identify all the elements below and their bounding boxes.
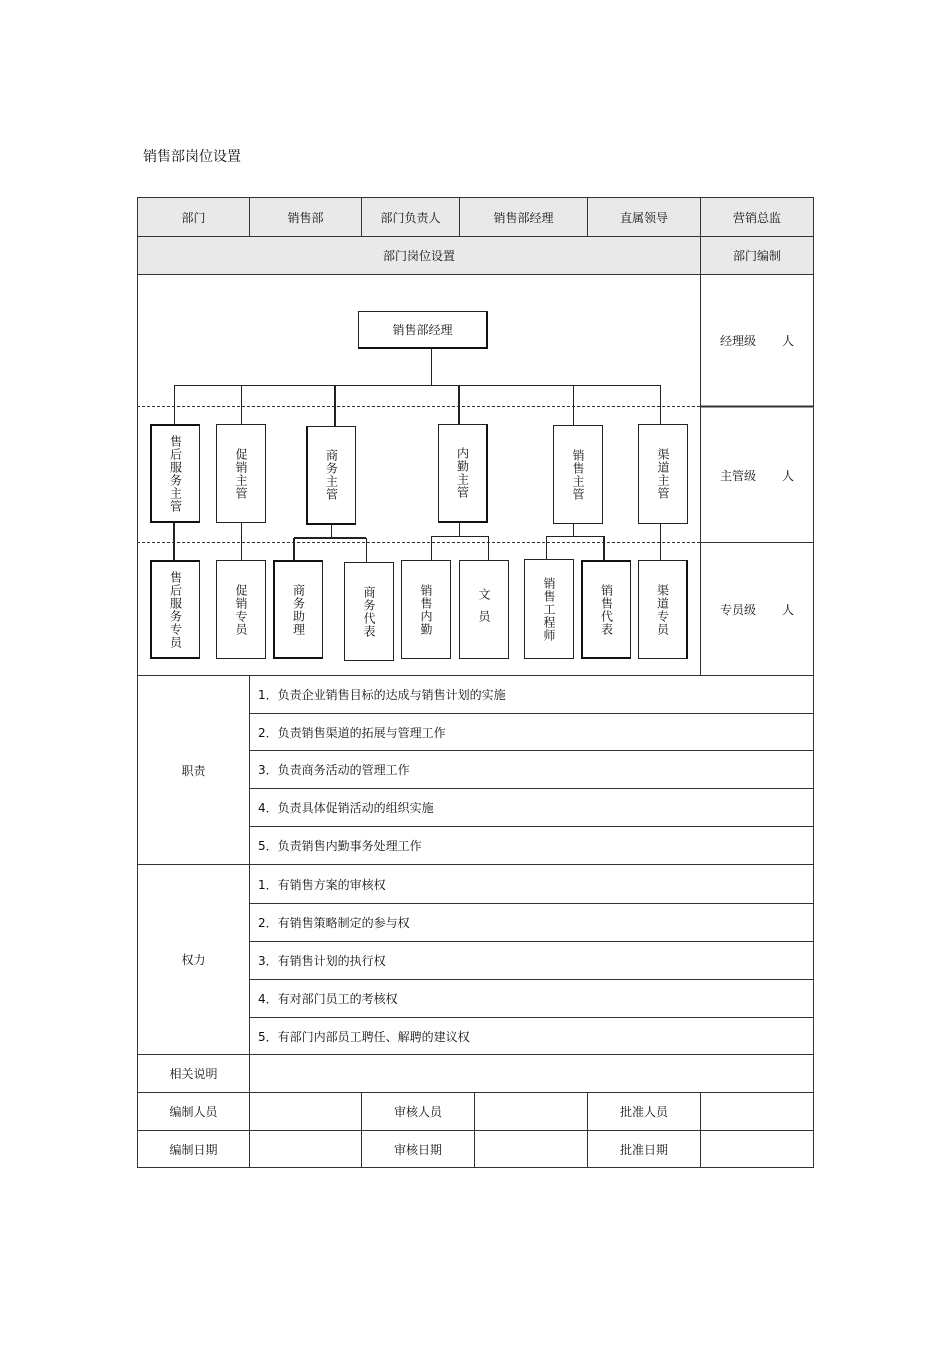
approved-date-label: 批准日期 xyxy=(619,1143,668,1157)
prepared-date-label: 编制日期 xyxy=(169,1143,218,1157)
org-node-aftersales-specialist xyxy=(150,560,200,659)
org-node-business-assistant xyxy=(273,560,323,659)
duty-item: 2．负责销售渠道的拓展与管理工作 xyxy=(258,725,446,740)
org-node-sales-manager: 销售部经理 xyxy=(358,311,488,349)
org-node-label: 商务主管 xyxy=(324,449,339,501)
approved-date-value[interactable] xyxy=(701,1131,813,1168)
org-node-label: 渠道主管 xyxy=(656,448,670,500)
org-node-sales-office xyxy=(401,560,451,659)
org-node-promotion-specialist xyxy=(216,560,266,659)
org-node-label: 促销专员 xyxy=(234,583,248,636)
approved-by-label: 批准人员 xyxy=(619,1105,668,1119)
org-node-label: 销售内勤 xyxy=(419,583,433,636)
org-node-label: 内勤主管 xyxy=(455,447,470,499)
level-specialist-name: 专员级 xyxy=(719,602,756,617)
direct-leader-value: 营销总监 xyxy=(701,198,813,236)
power-item: 2．有销售策略制定的参与权 xyxy=(258,916,410,930)
level-supervisor-name: 主管级 xyxy=(719,468,756,483)
org-node-business-supervisor xyxy=(306,426,356,525)
prepared-by-label: 编制人员 xyxy=(169,1105,218,1119)
duty-item: 5．负责销售内勤事务处理工作 xyxy=(258,839,422,853)
level-specialist-unit: 人 xyxy=(782,602,795,617)
org-node-label: 商务助理 xyxy=(291,583,306,636)
notes-value[interactable] xyxy=(250,1055,813,1092)
power-item: 4．有对部门员工的考核权 xyxy=(258,992,398,1006)
powers-label: 权力 xyxy=(181,953,206,967)
level-manager-name: 经理级 xyxy=(719,334,756,348)
org-node-label: 销售主管 xyxy=(571,448,585,501)
org-node-office-supervisor xyxy=(438,424,488,523)
dept-label: 部门 xyxy=(138,198,249,236)
duty-item: 3．负责商务活动的管理工作 xyxy=(258,763,410,777)
level-manager-unit: 人 xyxy=(782,334,795,348)
duties-label: 职责 xyxy=(181,763,206,778)
org-node-label: 销售代表 xyxy=(599,583,614,636)
document-title: 销售部岗位设置 xyxy=(143,149,241,165)
power-item: 3．有销售计划的执行权 xyxy=(258,954,386,968)
org-node-business-representative xyxy=(344,562,394,661)
reviewed-date-value[interactable] xyxy=(475,1131,587,1168)
org-node-sales-supervisor xyxy=(553,425,603,524)
power-item: 5．有部门内部员工聘任、解聘的建议权 xyxy=(258,1029,470,1044)
headcount-section-label: 部门编制 xyxy=(701,237,813,274)
org-node-promotion-supervisor xyxy=(216,424,266,523)
org-node-label: 文员 xyxy=(477,587,491,632)
prepared-by-value[interactable] xyxy=(250,1093,361,1130)
org-node-label: 促销主管 xyxy=(234,447,248,500)
org-node-sales-engineer xyxy=(524,559,574,659)
level-supervisor-unit: 人 xyxy=(782,468,795,483)
org-node-label: 销售工程师 xyxy=(542,576,556,642)
org-node-label: 渠道专员 xyxy=(655,583,670,636)
org-node-channel-supervisor xyxy=(638,424,688,524)
notes-label: 相关说明 xyxy=(169,1067,218,1081)
dept-head-value: 销售部经理 xyxy=(460,198,587,236)
reviewed-by-value[interactable] xyxy=(475,1093,587,1130)
reviewed-date-label: 审核日期 xyxy=(393,1143,442,1157)
positions-section-label: 部门岗位设置 xyxy=(138,237,700,274)
duty-item: 4．负责具体促销活动的组织实施 xyxy=(258,801,434,815)
reviewed-by-label: 审核人员 xyxy=(393,1105,442,1119)
approved-by-value[interactable] xyxy=(701,1093,813,1130)
duty-item: 1．负责企业销售目标的达成与销售计划的实施 xyxy=(258,688,506,702)
dept-head-label: 部门负责人 xyxy=(362,198,459,236)
power-item: 1．有销售方案的审核权 xyxy=(258,877,386,892)
org-node-label: 商务代表 xyxy=(362,585,376,638)
org-node-sales-representative xyxy=(581,560,631,659)
org-node-label: 售后服务主管 xyxy=(168,434,183,513)
org-node-clerk xyxy=(459,560,509,659)
org-node-aftersales-supervisor xyxy=(150,424,200,523)
org-node-label: 售后服务专员 xyxy=(168,570,183,649)
org-node-channel-specialist xyxy=(638,560,688,659)
prepared-date-value[interactable] xyxy=(250,1131,361,1168)
direct-leader-label: 直属领导 xyxy=(588,198,700,236)
dept-value: 销售部 xyxy=(250,198,361,236)
